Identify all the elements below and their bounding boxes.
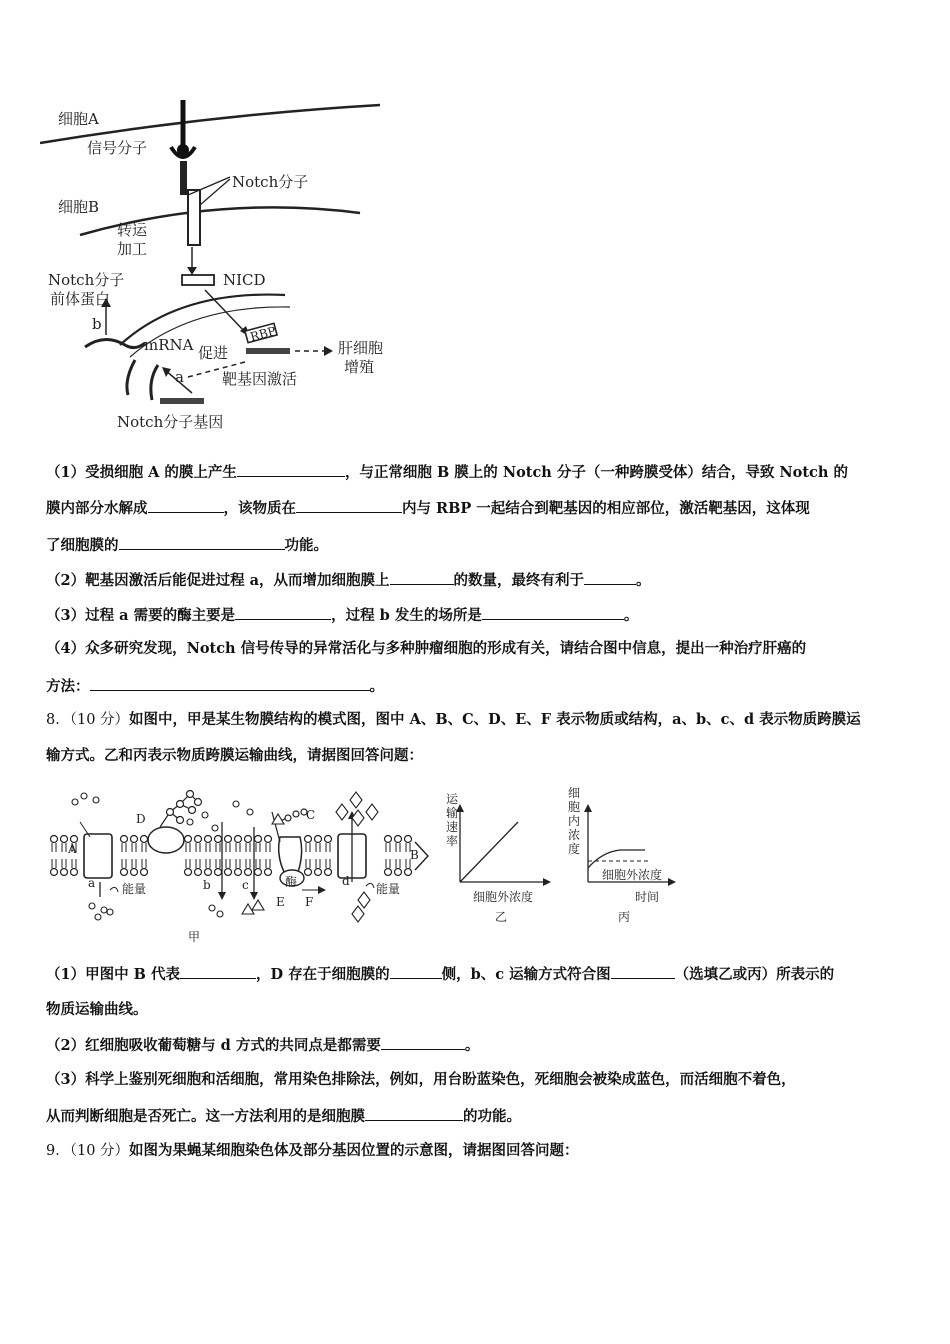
bing-y-label-1: 细 [568, 786, 581, 800]
label-precursor-1: Notch分子 [48, 271, 125, 289]
q7-p3-b: ，过程 b 发生的场所是 [331, 607, 482, 624]
answer-blank[interactable] [390, 964, 442, 979]
label-cell-a: 细胞A [58, 110, 99, 128]
answer-blank[interactable] [235, 605, 331, 620]
label-B: B [410, 848, 419, 862]
yi-y-label-1: 运 [446, 792, 459, 806]
label-liver-2: 增殖 [344, 358, 375, 376]
q7-p4-c: 。 [369, 678, 384, 695]
q7-part1-line1 [46, 462, 906, 483]
label-cell-b: 细胞B [58, 198, 100, 216]
q8-part1-line1 [46, 964, 906, 985]
q8-p2-a: （2）红细胞吸收葡萄糖与 d 方式的共同点是都需要 [46, 1037, 381, 1054]
label-a: a [175, 368, 184, 386]
q7-part2 [46, 570, 906, 591]
q7-p2-b: 的数量，最终有利于 [453, 572, 585, 589]
q8-part1-line2 [46, 1000, 906, 1020]
yi-y-label-2: 输 [446, 806, 459, 820]
q8-p1-a: （1）甲图中 B 代表 [46, 966, 180, 983]
q8-stem-a: 如图中，甲是某生物膜结构的模式图，图中 A、B、C、D、E、F 表示物质或结构，a、b、c、d 表示物质跨膜运 [129, 711, 861, 728]
q8-stem-line2 [46, 746, 906, 766]
label-d: d [342, 874, 350, 888]
yi-y-label-4: 率 [446, 834, 459, 848]
answer-blank[interactable] [365, 1106, 463, 1121]
q7-p1-b: ，与正常细胞 B 膜上的 Notch 分子（一种跨膜受体）结合，导致 Notch 的 [344, 464, 848, 481]
answer-blank[interactable] [180, 964, 256, 979]
q9-stem-text: 如图为果蝇某细胞染色体及部分基因位置的示意图，请据图回答问题： [129, 1142, 579, 1159]
label-c: c [242, 878, 249, 892]
q7-p1-e: 内与 RBP 一起结合到靶基因的相应部位，激活靶基因，这体现 [402, 500, 810, 517]
q8-part3-line2 [46, 1106, 906, 1127]
q8-p1-b: ，D 存在于细胞膜的 [255, 966, 390, 983]
q7-p4-a: （4）众多研究发现，Notch 信号传导的异常活化与多种肿瘤细胞的形成有关，请结合图中信息，提出一种治疗肝癌的 [46, 640, 807, 657]
notch-figure [40, 95, 400, 440]
label-promote: 促进 [198, 344, 229, 362]
answer-blank[interactable] [611, 964, 675, 979]
label-notch-gene: Notch分子基因 [117, 413, 224, 431]
bing-x-axis-label: 时间 [635, 890, 660, 904]
q8-stem-line1 [46, 710, 906, 730]
q8-p1-c: 侧，b、c 运输方式符合图 [441, 966, 611, 983]
label-precursor-2: 前体蛋白 [50, 290, 111, 308]
answer-blank[interactable] [482, 605, 624, 620]
label-jia: 甲 [188, 930, 201, 944]
answer-blank[interactable] [390, 570, 454, 585]
q7-p2-c: 。 [636, 572, 651, 589]
q7-part4-line2 [46, 676, 906, 697]
yi-y-label-3: 速 [446, 820, 459, 834]
label-notch-molecule: Notch分子 [232, 173, 309, 191]
label-b: b [92, 315, 102, 333]
q8-stem-b: 输方式。乙和丙表示物质跨膜运输曲线，请据图回答问题： [46, 747, 423, 764]
label-energy-2: 能量 [376, 882, 401, 896]
yi-y-axis-label [446, 792, 460, 848]
q8-part2 [46, 1035, 906, 1056]
q7-p1-c: 膜内部分水解成 [46, 500, 148, 517]
label-nicd: NICD [223, 271, 266, 289]
label-a: a [88, 876, 96, 890]
bing-y-label-4: 浓 [568, 828, 581, 842]
q7-p1-g: 功能。 [284, 537, 328, 554]
q8-p3-a: （3）科学上鉴别死细胞和活细胞，常用染色排除法，例如，用台盼蓝染色，死细胞会被染成蓝色，而活细胞不着色， [46, 1071, 796, 1088]
q7-p1-d: ，该物质在 [223, 500, 296, 517]
q8-part3-line1 [46, 1070, 906, 1090]
label-C: C [306, 808, 316, 822]
label-D: D [136, 812, 146, 826]
q7-p1-a: （1）受损细胞 A 的膜上产生 [46, 464, 237, 481]
answer-blank[interactable] [296, 498, 402, 513]
label-yi: 乙 [495, 910, 508, 924]
label-signal-molecule: 信号分子 [87, 139, 148, 157]
q8-number: 8．（10 分） [46, 712, 130, 728]
label-b: b [203, 878, 211, 892]
yi-x-axis-label: 细胞外浓度 [473, 890, 534, 904]
q7-part4-line1 [46, 639, 906, 659]
q9-number: 9．（10 分） [46, 1143, 130, 1159]
label-process: 加工 [117, 240, 148, 258]
q7-part3 [46, 605, 906, 626]
q8-p1-e: 物质运输曲线。 [46, 1001, 148, 1018]
q8-p3-c: 的功能。 [463, 1108, 521, 1125]
q7-part1-line3 [46, 535, 906, 556]
bing-y-label-3: 内 [568, 814, 581, 828]
label-transport: 转运 [117, 221, 148, 239]
q8-p3-b: 从而判断细胞是否死亡。这一方法利用的是细胞膜 [46, 1108, 365, 1125]
label-energy-1: 能量 [122, 882, 147, 896]
label-A: A [68, 842, 77, 856]
q8-p2-b: 。 [464, 1037, 480, 1054]
answer-blank[interactable] [119, 535, 285, 550]
label-E: E [276, 895, 285, 909]
bing-y-label-5: 度 [568, 842, 581, 856]
q7-p2-a: （2）靶基因激活后能促进过程 a，从而增加细胞膜上 [46, 572, 390, 589]
label-target-gene: 靶基因激活 [222, 370, 298, 388]
q7-part1-line2 [46, 498, 906, 519]
membrane-figure [40, 782, 720, 947]
q7-p3-a: （3）过程 a 需要的酶主要是 [46, 607, 236, 624]
q8-p1-d: （选填乙或丙）所表示的 [674, 966, 835, 983]
label-liver-1: 肝细胞 [338, 339, 384, 357]
q9-stem [46, 1141, 906, 1161]
answer-blank[interactable] [381, 1035, 465, 1050]
q7-p3-c: 。 [623, 607, 639, 624]
label-rbp: RBP [248, 323, 278, 345]
bing-y-axis-label [568, 786, 582, 856]
label-F: F [305, 895, 314, 909]
answer-blank[interactable] [90, 676, 370, 691]
bing-y-label-2: 胞 [568, 800, 581, 814]
label-enzyme: 酶 [285, 875, 298, 889]
bing-dash-label: 细胞外浓度 [602, 868, 663, 882]
answer-blank[interactable] [148, 498, 224, 513]
label-bing: 丙 [618, 910, 631, 924]
q7-p1-f: 了细胞膜的 [46, 537, 119, 554]
answer-blank[interactable] [237, 462, 345, 477]
label-mrna: mRNA [144, 336, 194, 354]
answer-blank[interactable] [584, 570, 636, 585]
q7-p4-b: 方法： [46, 678, 90, 695]
